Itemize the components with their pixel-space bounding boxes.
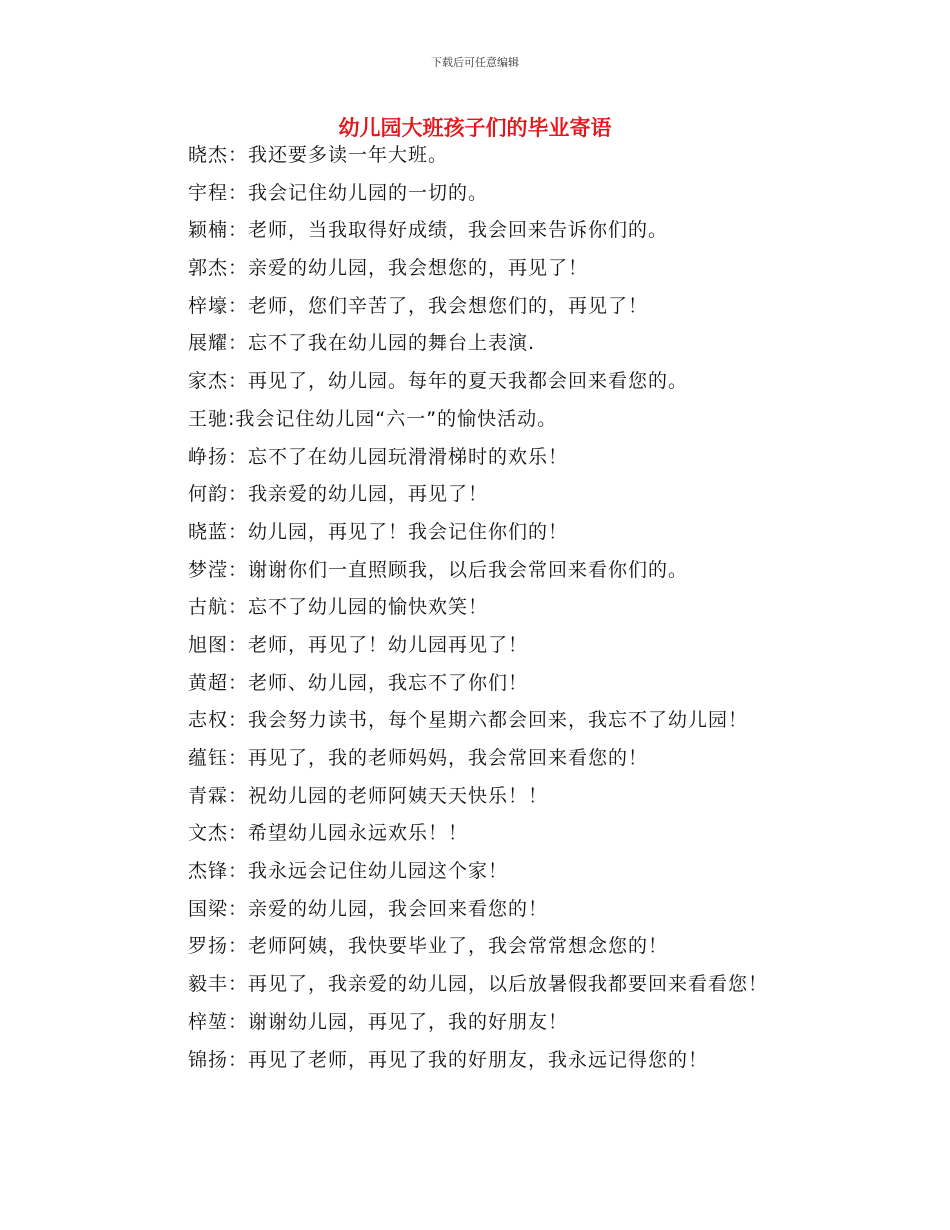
- document-title: 幼儿园大班孩子们的毕业寄语: [338, 116, 612, 140]
- message-entry: 罗扬：老师阿姨，我快要毕业了，我会常常想念您的！: [188, 935, 669, 958]
- message-entry: 文杰：希望幼儿园永远欢乐！！: [188, 822, 469, 845]
- message-entry: 蕴钰：再见了，我的老师妈妈，我会常回来看您的！: [188, 747, 649, 769]
- message-entry: 晓杰：我还要多读一年大班。: [188, 144, 449, 166]
- message-entry: 晓蓝：幼儿园，再见了！我会记住你们的！: [188, 520, 569, 543]
- message-entry: 梓壕：老师，您们辛苦了，我会想您们的，再见了！: [188, 294, 649, 317]
- message-entry: 梦滢：谢谢你们一直照顾我，以后我会常回来看你们的。: [188, 558, 689, 581]
- message-entry: 黄超：老师、幼儿园，我忘不了你们！: [188, 671, 529, 694]
- message-entry: 国梁：亲爱的幼儿园，我会回来看您的！: [188, 897, 549, 920]
- message-entry: 家杰：再见了，幼儿园。每年的夏天我都会回来看您的。: [188, 370, 689, 393]
- message-entry: 何韵：我亲爱的幼儿园，再见了！: [188, 483, 489, 506]
- header-note: 下载后可任意编辑: [431, 56, 519, 69]
- message-entry: 峥扬：忘不了在幼儿园玩滑滑梯时的欢乐！: [188, 445, 569, 468]
- message-entry: 古航：忘不了幼儿园的愉快欢笑！: [188, 596, 489, 619]
- message-entry: 毅丰：再见了，我亲爱的幼儿园，以后放暑假我都要回来看看您！: [188, 973, 769, 996]
- message-entry: 锦扬：再见了老师，再见了我的好朋友，我永远记得您的！: [188, 1048, 709, 1071]
- message-entry: 志权：我会努力读书，每个星期六都会回来，我忘不了幼儿园！: [188, 709, 749, 732]
- message-entry: 杰锋：我永远会记住幼儿园这个家！: [188, 860, 509, 883]
- message-entry: 王驰:我会记住幼儿园“六一”的愉快活动。: [188, 407, 558, 430]
- message-entry: 青霖：祝幼儿园的老师阿姨天天快乐！！: [188, 784, 549, 807]
- message-entry: 颖楠：老师，当我取得好成绩，我会回来告诉你们的。: [188, 219, 669, 242]
- message-entry: 郭杰：亲爱的幼儿园，我会想您的，再见了！: [188, 257, 589, 280]
- message-entry: 旭图：老师，再见了！幼儿园再见了！: [188, 633, 529, 656]
- message-entry: 展耀：忘不了我在幼儿园的舞台上表演.: [188, 332, 536, 355]
- message-list: [188, 137, 888, 1079]
- message-entry: 梓堃：谢谢幼儿园，再见了，我的好朋友！: [188, 1010, 569, 1033]
- message-entry: 宇程：我会记住幼儿园的一切的。: [188, 181, 489, 204]
